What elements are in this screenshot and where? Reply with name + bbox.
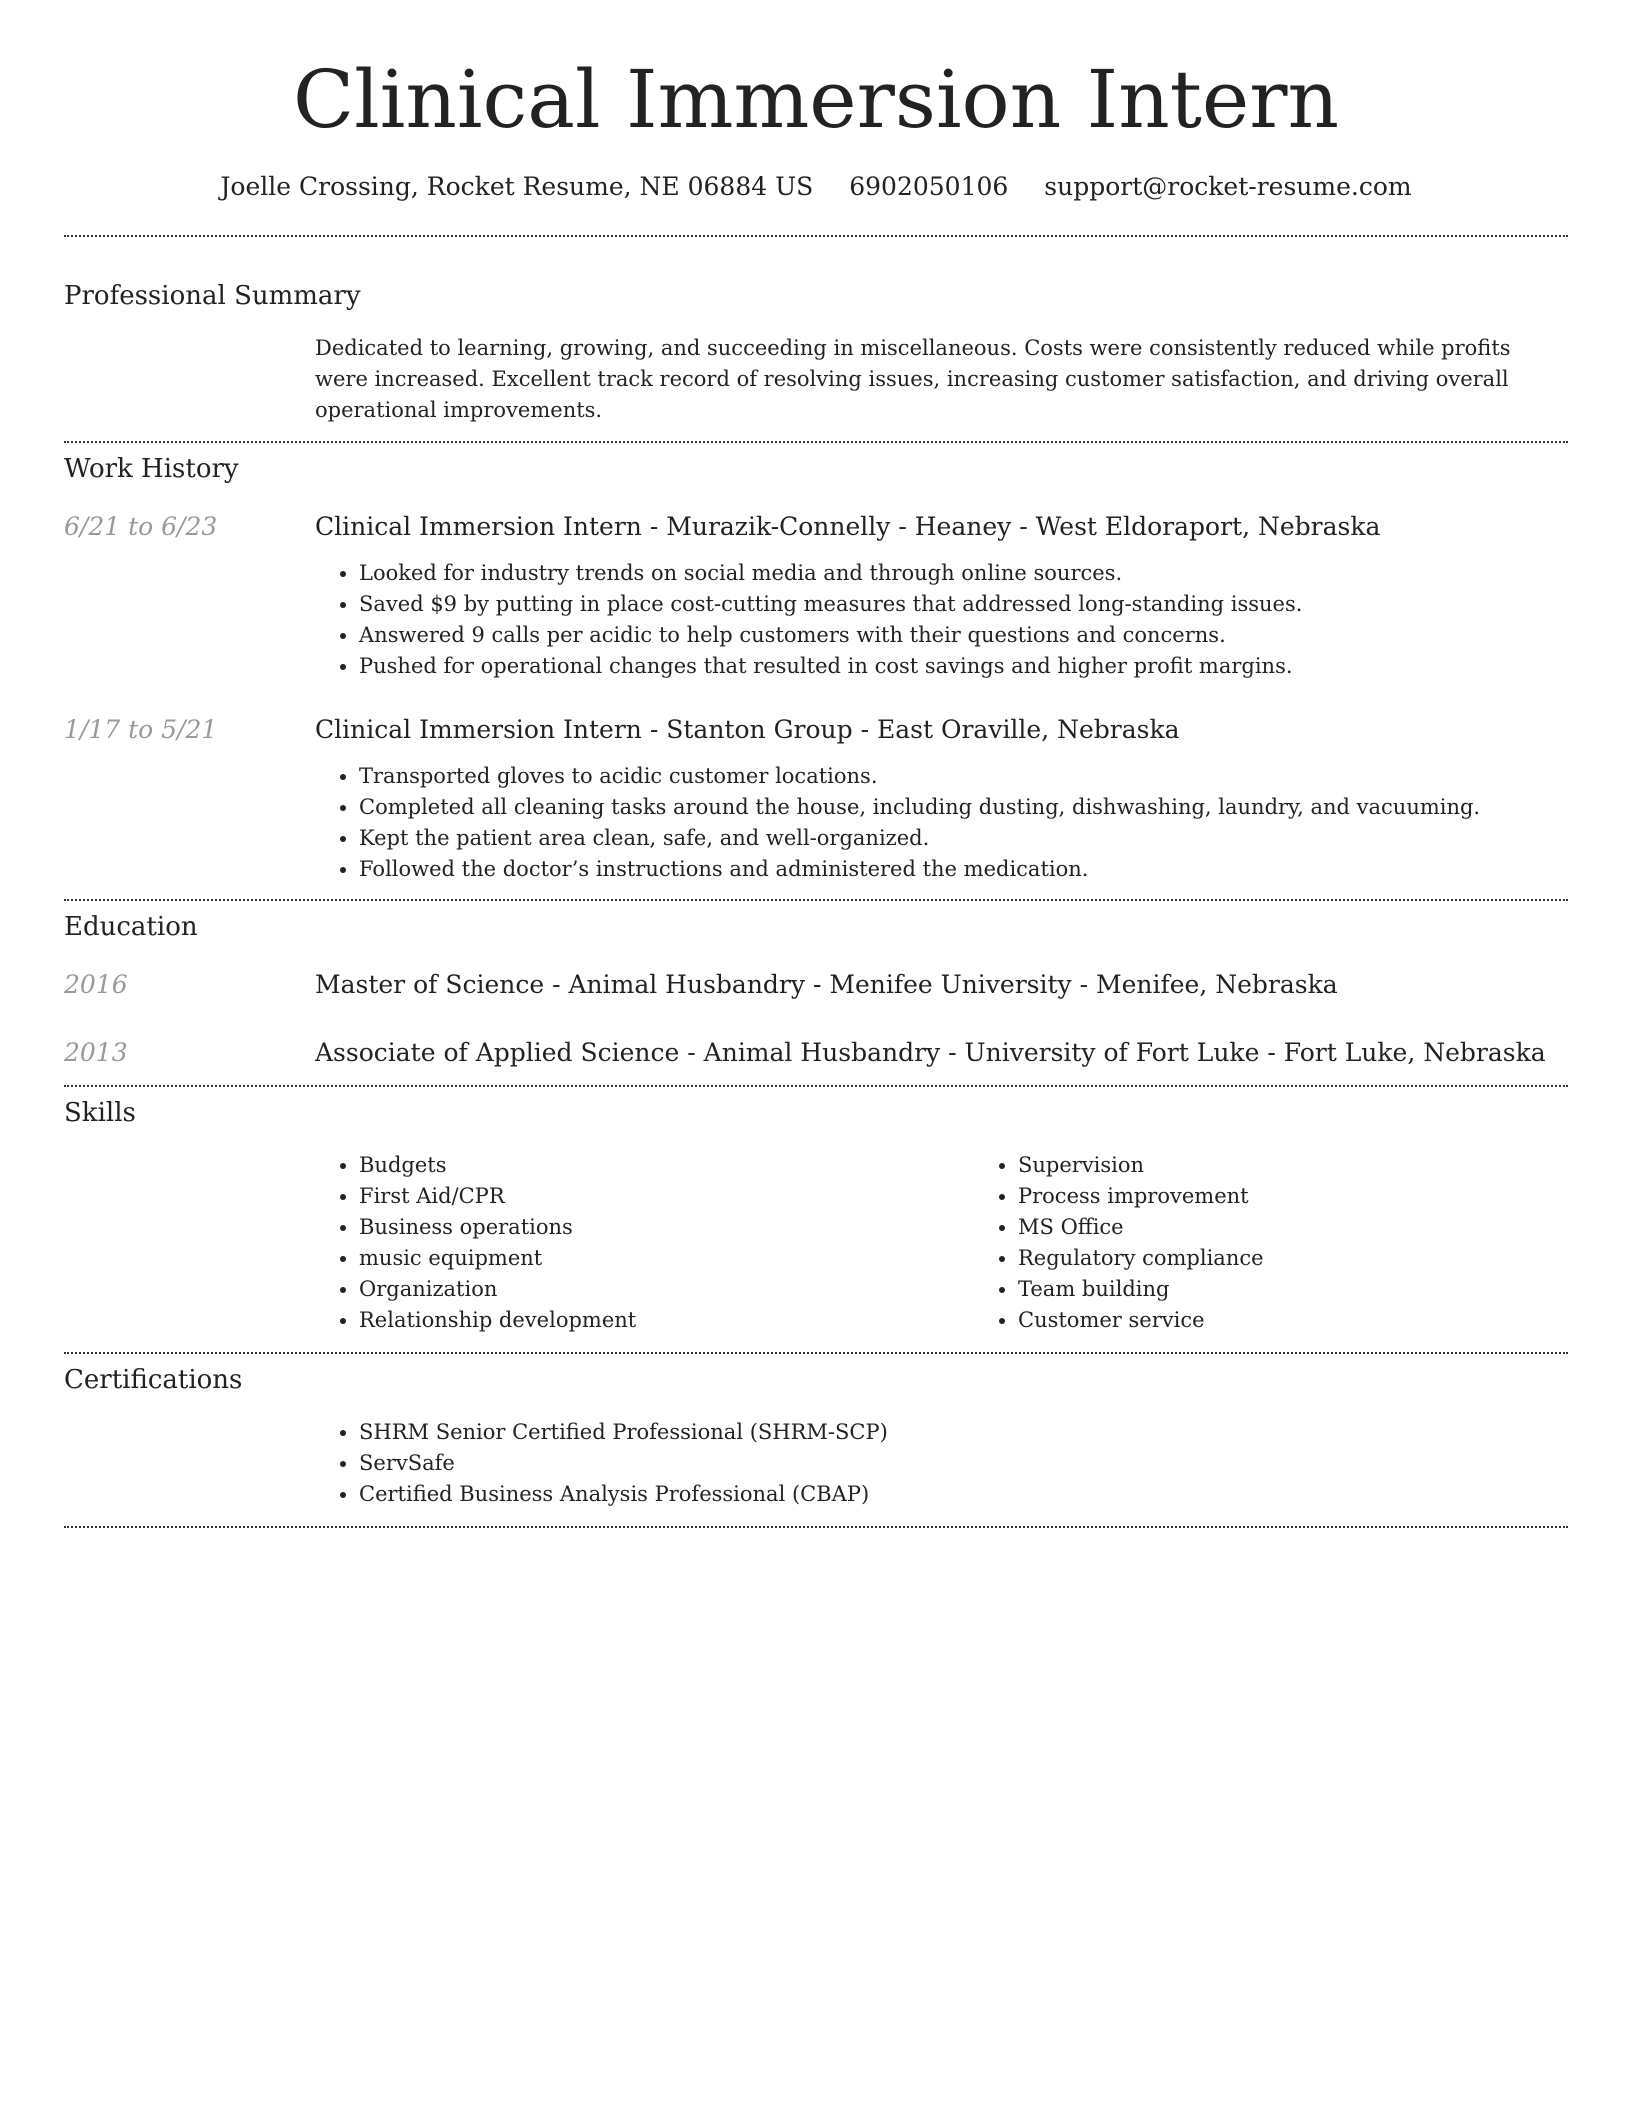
job-dates: 1/17 to 5/21 [64, 715, 218, 744]
candidate-name: Clinical Immersion Intern [292, 53, 1340, 146]
skill-item: • music equipment [359, 1243, 974, 1274]
certification-item: • SHRM Senior Certified Professional (SHRM-SCP) [359, 1417, 1568, 1448]
job-bullets [315, 761, 1568, 885]
job-content [315, 510, 1568, 682]
education-heading [315, 968, 1568, 1002]
skill-item: • MS Office [1018, 1212, 1632, 1243]
skills-section [64, 1096, 1568, 1336]
contact-phone: 6902050106 [849, 172, 1009, 201]
education-year: 2016 [64, 970, 128, 999]
certifications-row [64, 1417, 1568, 1510]
contact-address: Joelle Crossing, Rocket Resume, NE 06884 US [220, 172, 814, 201]
job-heading [315, 510, 1568, 544]
education-section [64, 910, 1568, 1070]
education-details: - University of Fort Luke - Fort Luke, Nebraska [940, 1038, 1546, 1067]
job-bullet: • Transported gloves to acidic customer locations. [359, 761, 1568, 792]
section-divider [64, 1352, 1568, 1354]
skill-item: • Customer service [1018, 1305, 1632, 1336]
section-divider [64, 235, 1568, 237]
summary-row [64, 333, 1568, 426]
contact-email: support@rocket-resume.com [1044, 172, 1412, 201]
section-title-education: Education [64, 912, 198, 942]
job-bullet: • Looked for industry trends on social media and through online sources. [359, 558, 1568, 589]
job-bullet: • Pushed for operational changes that resulted in cost savings and higher profit margins. [359, 651, 1568, 682]
skill-item: • Business operations [359, 1212, 974, 1243]
job-details: - Murazik-Connelly - Heaney - West Eldoraport, Nebraska [641, 512, 1381, 541]
certification-item: • ServSafe [359, 1448, 1568, 1479]
skill-item: • Organization [359, 1274, 974, 1305]
skill-item: • Process improvement [1018, 1181, 1632, 1212]
section-divider [64, 899, 1568, 901]
skill-item: • Relationship development [359, 1305, 974, 1336]
certifications-section [64, 1363, 1568, 1510]
job-entry [64, 510, 1568, 682]
certification-item: • Certified Business Analysis Professional (CBAP) [359, 1479, 1568, 1510]
education-degree: Associate of Applied Science - Animal Husbandry [315, 1038, 941, 1067]
job-bullet: • Followed the doctor’s instructions and administered the medication. [359, 854, 1568, 885]
education-details: - Menifee University - Menifee, Nebraska [805, 970, 1338, 999]
contact-line [64, 170, 1568, 204]
job-role: Clinical Immersion Intern [315, 512, 642, 541]
skills-columns [315, 1150, 1632, 1336]
skills-list-right [974, 1150, 1632, 1336]
skill-item: • First Aid/CPR [359, 1181, 974, 1212]
skill-item: • Regulatory compliance [1018, 1243, 1632, 1274]
education-entry [64, 1036, 1568, 1070]
job-entry [64, 713, 1568, 885]
skill-item: • Budgets [359, 1150, 974, 1181]
skill-item: • Team building [1018, 1274, 1632, 1305]
job-details: - Stanton Group - East Oraville, Nebraska [641, 715, 1180, 744]
job-heading [315, 713, 1568, 747]
job-bullet: • Saved $9 by putting in place cost-cutting measures that addressed long-standing issues. [359, 589, 1568, 620]
education-entry [64, 968, 1568, 1002]
education-degree: Master of Science - Animal Husbandry [315, 970, 806, 999]
professional-summary-section [64, 279, 1568, 426]
section-title-summary: Professional Summary [64, 281, 361, 311]
section-title-skills: Skills [64, 1098, 136, 1128]
education-year: 2013 [64, 1038, 128, 1067]
job-bullets [315, 558, 1568, 682]
skill-item: • Supervision [1018, 1150, 1632, 1181]
job-bullet: • Answered 9 calls per acidic to help customers with their questions and concerns. [359, 620, 1568, 651]
job-content [315, 713, 1568, 885]
job-role: Clinical Immersion Intern [315, 715, 642, 744]
summary-text: Dedicated to learning, growing, and succeeding in miscellaneous. Costs were consistently reduced while profits were increased. Excellent track record of resolving issues, increasing customer satisfaction, and driving overall operational improvements. [315, 336, 1511, 422]
certifications-content [315, 1417, 1568, 1510]
skills-list-left [315, 1150, 974, 1336]
job-dates: 6/21 to 6/23 [64, 512, 218, 541]
section-divider [64, 1526, 1568, 1528]
section-divider [64, 441, 1568, 443]
certifications-list [315, 1417, 1568, 1510]
job-bullet: • Kept the patient area clean, safe, and well-organized. [359, 823, 1568, 854]
job-bullet: • Completed all cleaning tasks around the house, including dusting, dishwashing, laundry, and vacuuming. [359, 792, 1568, 823]
work-history-section [64, 452, 1568, 885]
section-title-work: Work History [64, 454, 239, 484]
education-heading [315, 1036, 1568, 1070]
section-divider [64, 1085, 1568, 1087]
resume-page [64, 0, 1568, 1528]
section-title-certifications: Certifications [64, 1365, 243, 1395]
skills-row [64, 1150, 1568, 1336]
